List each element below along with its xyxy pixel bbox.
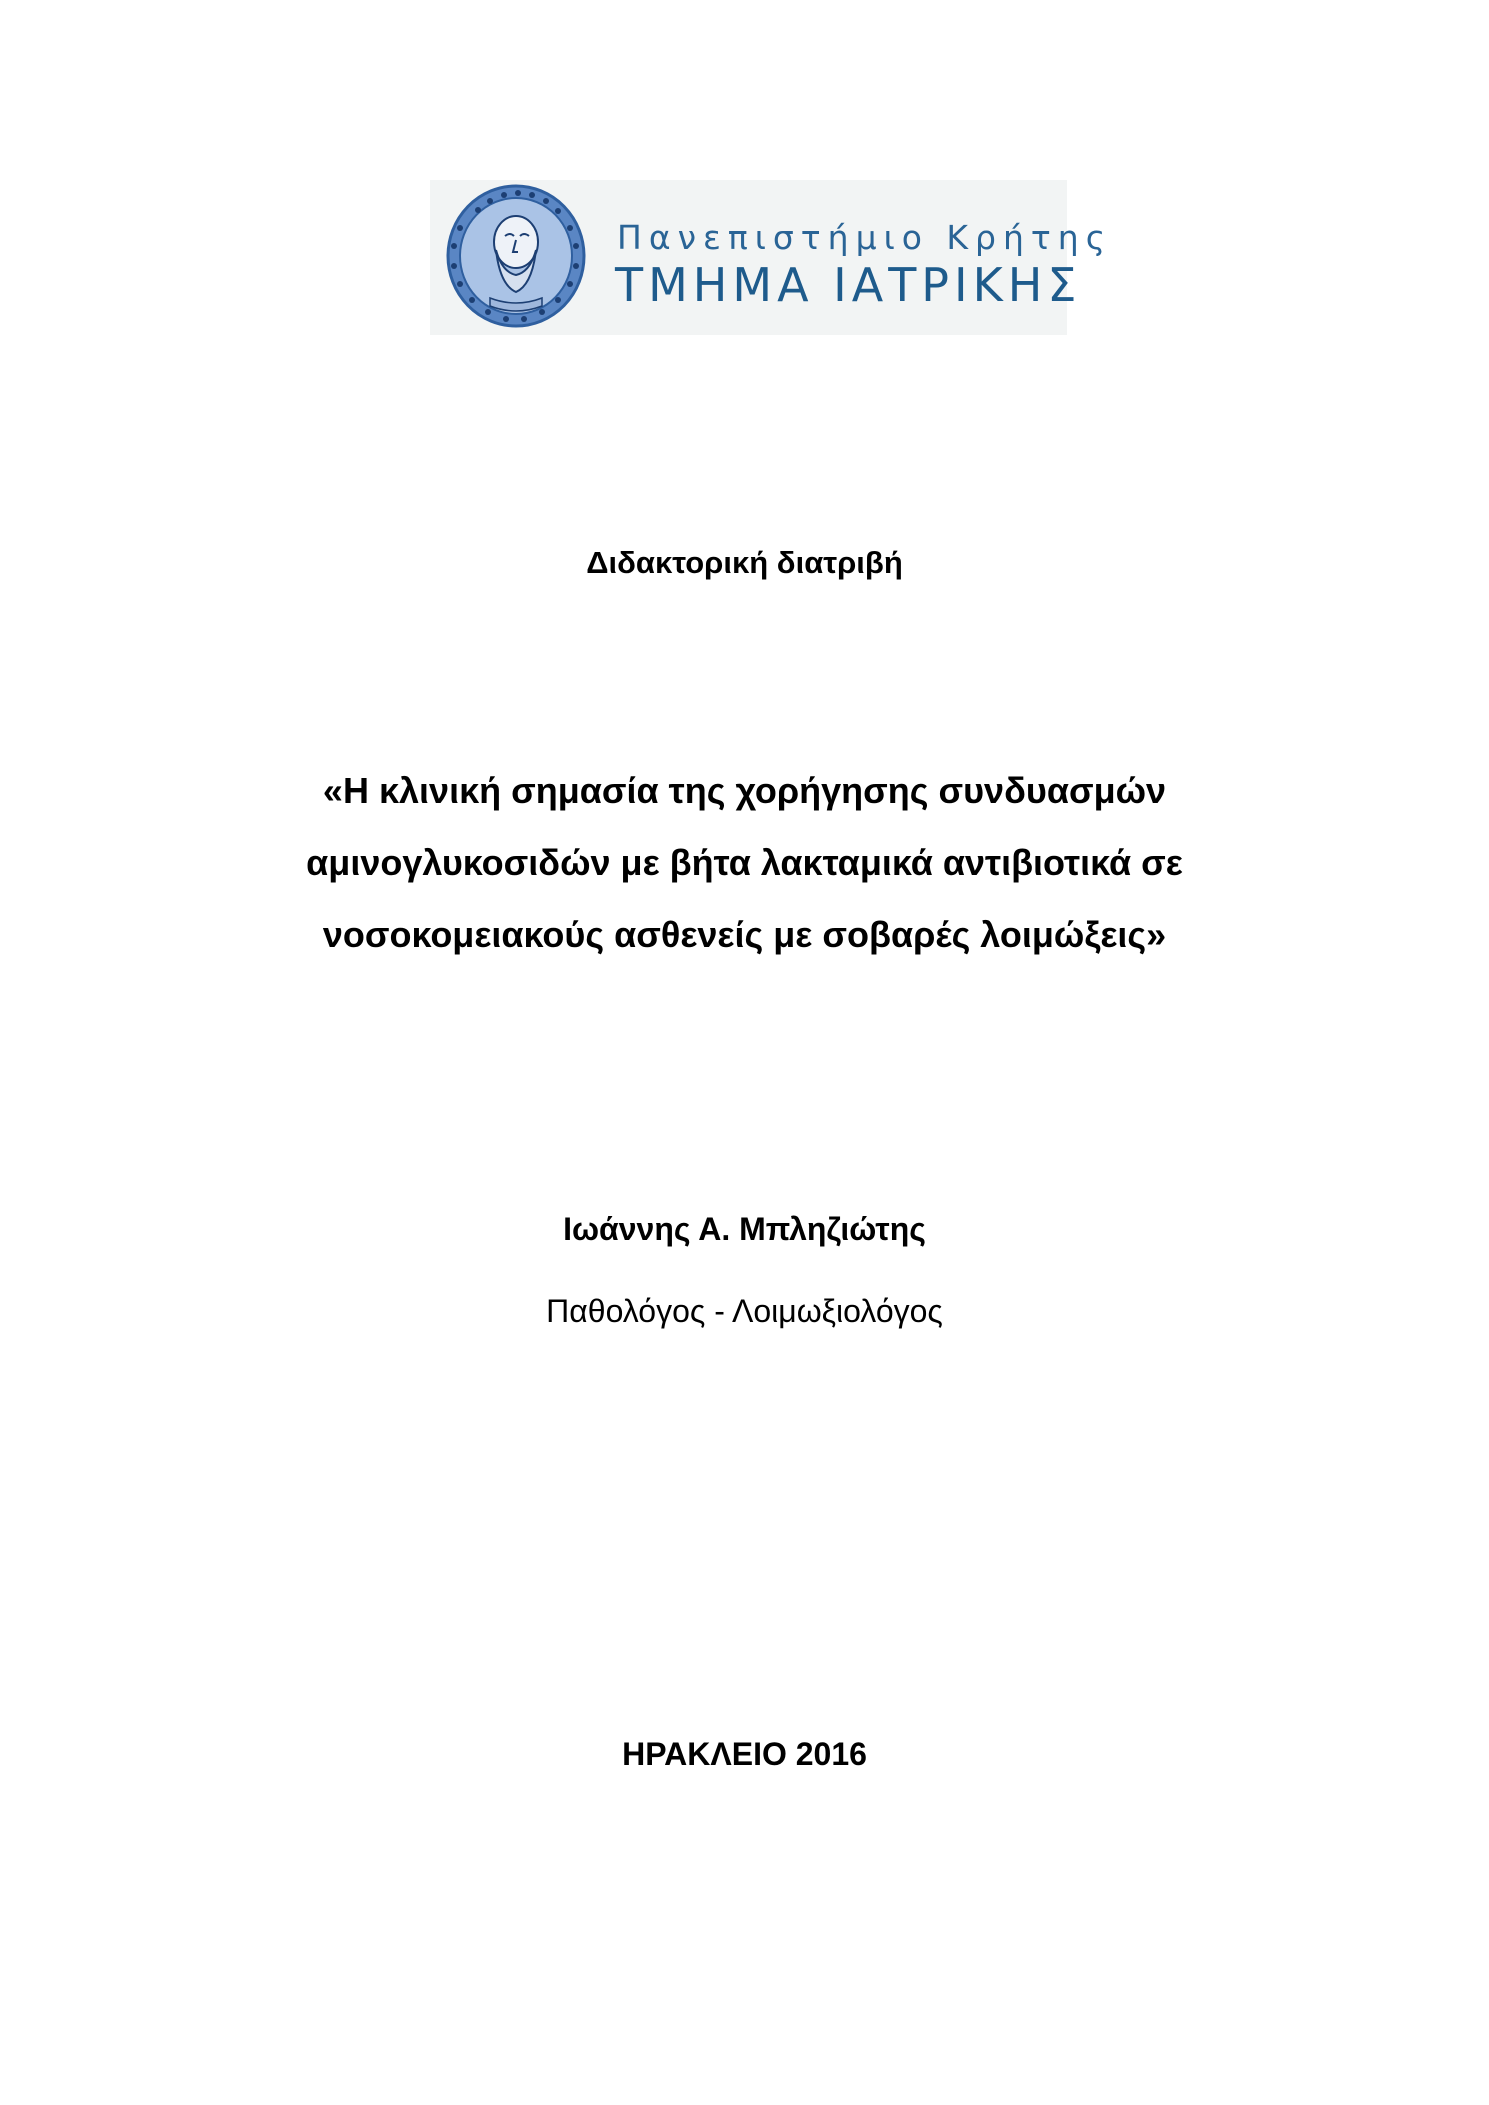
logo-wordmark [587, 180, 1113, 335]
thesis-title-line: «Η κλινική σημασία της χορήγησης συνδυασμών [322, 770, 1167, 811]
university-logo [430, 180, 1113, 335]
logo-university-name: Πανεπιστήμιο Κρήτης [617, 218, 1113, 257]
document-type: Διδακτορική διατριβή [586, 545, 903, 580]
thesis-title [0, 755, 1489, 971]
thesis-title-line: νοσοκομειακούς ασθενείς με σοβαρές λοιμώξεις» [322, 914, 1167, 955]
place-and-year: ΗΡΑΚΛΕΙΟ 2016 [622, 1736, 867, 1772]
author-specialty: Παθολόγος - Λοιμωξιολόγος [546, 1293, 943, 1329]
logo-department-name: ΤΜΗΜΑ ΙΑΤΡΙΚΗΣ [615, 258, 1082, 312]
author-name: Ιωάννης Α. Μπληζιώτης [563, 1211, 926, 1247]
thesis-title-line: αμινογλυκοσιδών με βήτα λακταμικά αντιβιοτικά σε [306, 842, 1183, 883]
university-seal-icon [430, 180, 587, 335]
